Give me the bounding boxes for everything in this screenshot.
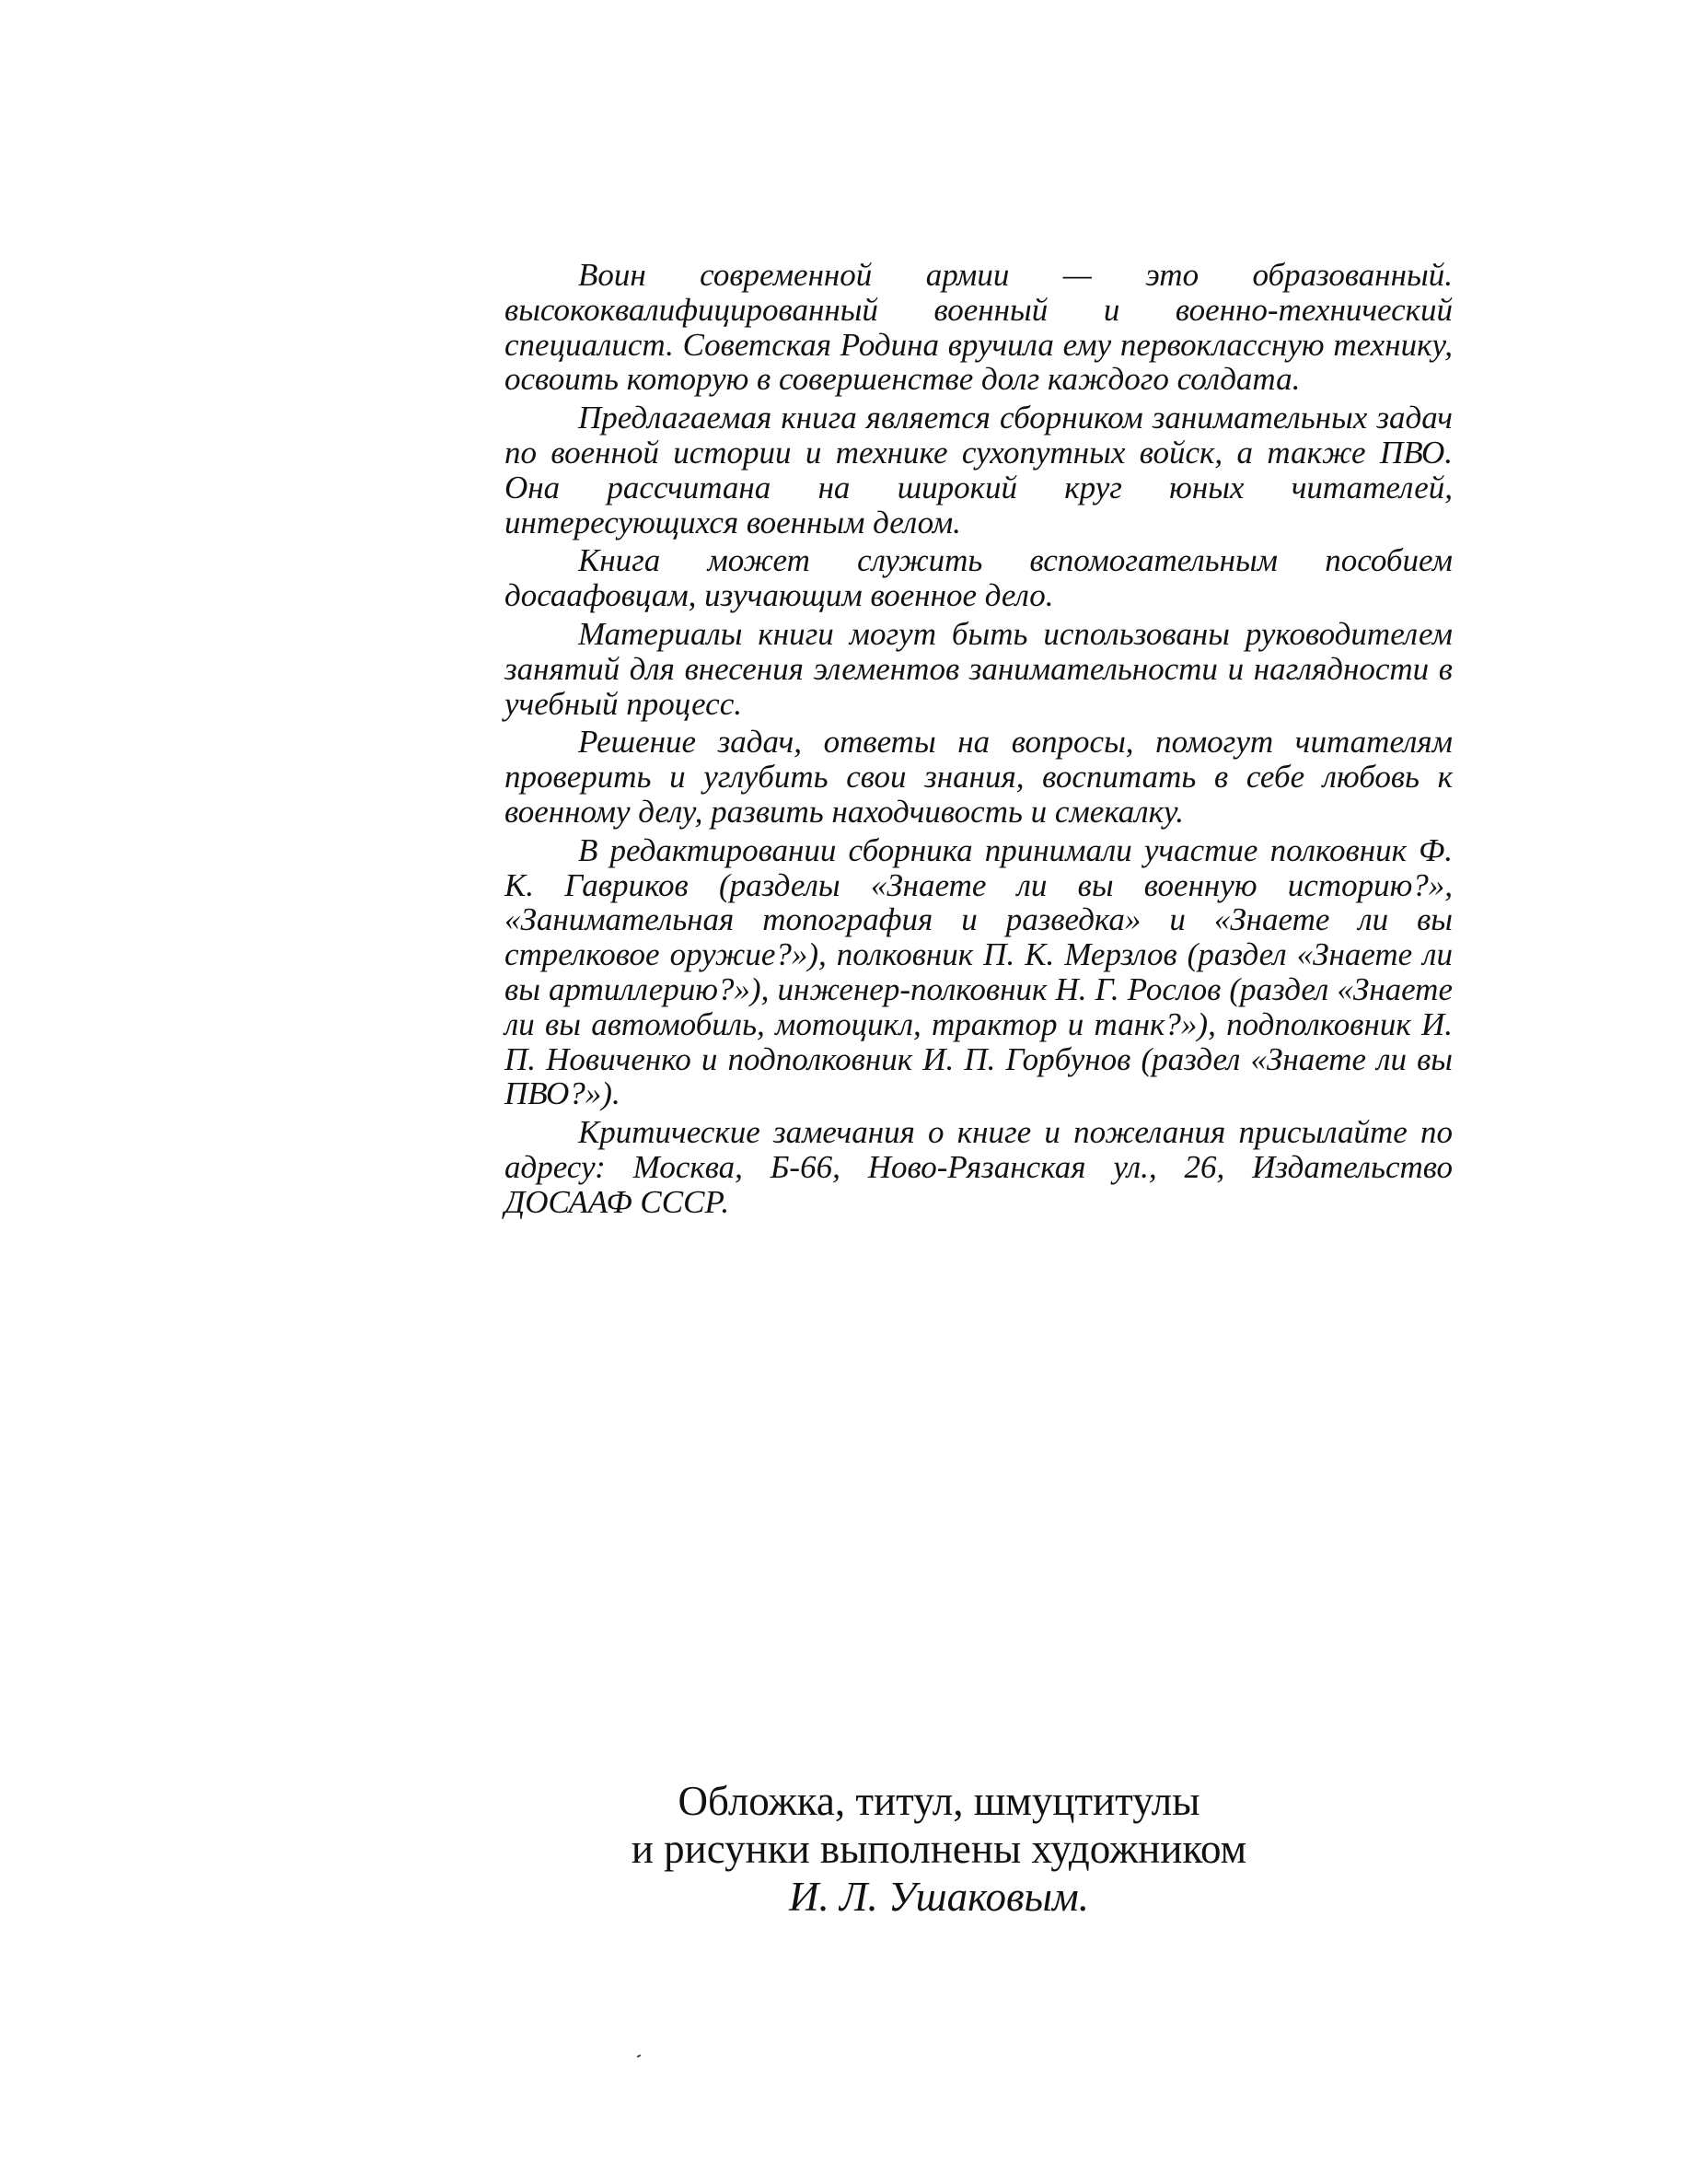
preface-paragraph-dosaaf: Книга может служить вспомогательным пособием досаафовцам, изучающим военное дело. bbox=[504, 542, 1453, 614]
credits-line-2: и рисунки выполнены художником bbox=[631, 1826, 1247, 1872]
preface-paragraph-address: Критические замечания о книге и пожелания присылайте по адресу: Москва, Б-66, Ново-Рязанская ул., 26, Издательство ДОСААФ СССР. bbox=[504, 1114, 1453, 1220]
credits-artist-name: И. Л. Ушаковым. bbox=[789, 1874, 1089, 1920]
preface-paragraph-soldier: Воин современной армии — это образованный. высококвалифицированный военный и военно-технический специалист. Советская Родина вручила ему первоклассную технику, освоить которую в совершенстве долг каждого солдата. bbox=[504, 257, 1453, 398]
preface-paragraph-editors: В редактировании сборника принимали участие полковник Ф. К. Гавриков (разделы «Знаете ли вы военную историю?», «Занимательная топография и разведка» и «Знаете ли вы стрелковое оружие?»), полковник П. К. Мерзлов (раздел «Знаете ли вы артиллерию?»), инженер-полковник Н. Г. Рослов (раздел «Знаете ли вы автомобиль, мотоцикл, трактор и танк?»), подполковник И. П. Новиченко и подполковник И. П. Горбунов (раздел «Знаете ли вы ПВО?»). bbox=[504, 831, 1453, 1112]
preface-paragraph-solutions: Решение задач, ответы на вопросы, помогут читателям проверить и углубить свои знания, воспитать в себе любовь к военному делу, развить находчивость и смекалку. bbox=[504, 724, 1453, 830]
preface-paragraph-book-purpose: Предлагаемая книга является сборником занимательных задач по военной истории и технике сухопутных войск, а также ПВО. Она рассчитана на широкий круг юных читателей, интересующихся военным делом. bbox=[504, 400, 1453, 540]
credits-line-1: Обложка, титул, шмуцтитулы bbox=[678, 1778, 1200, 1824]
print-speck bbox=[637, 2054, 641, 2058]
illustration-credits bbox=[552, 1777, 1326, 1921]
preface-paragraph-materials: Материалы книги могут быть использованы руководителем занятий для внесения элементов занимательности и наглядности в учебный процесс. bbox=[504, 615, 1453, 722]
preface-text bbox=[504, 258, 1453, 1224]
